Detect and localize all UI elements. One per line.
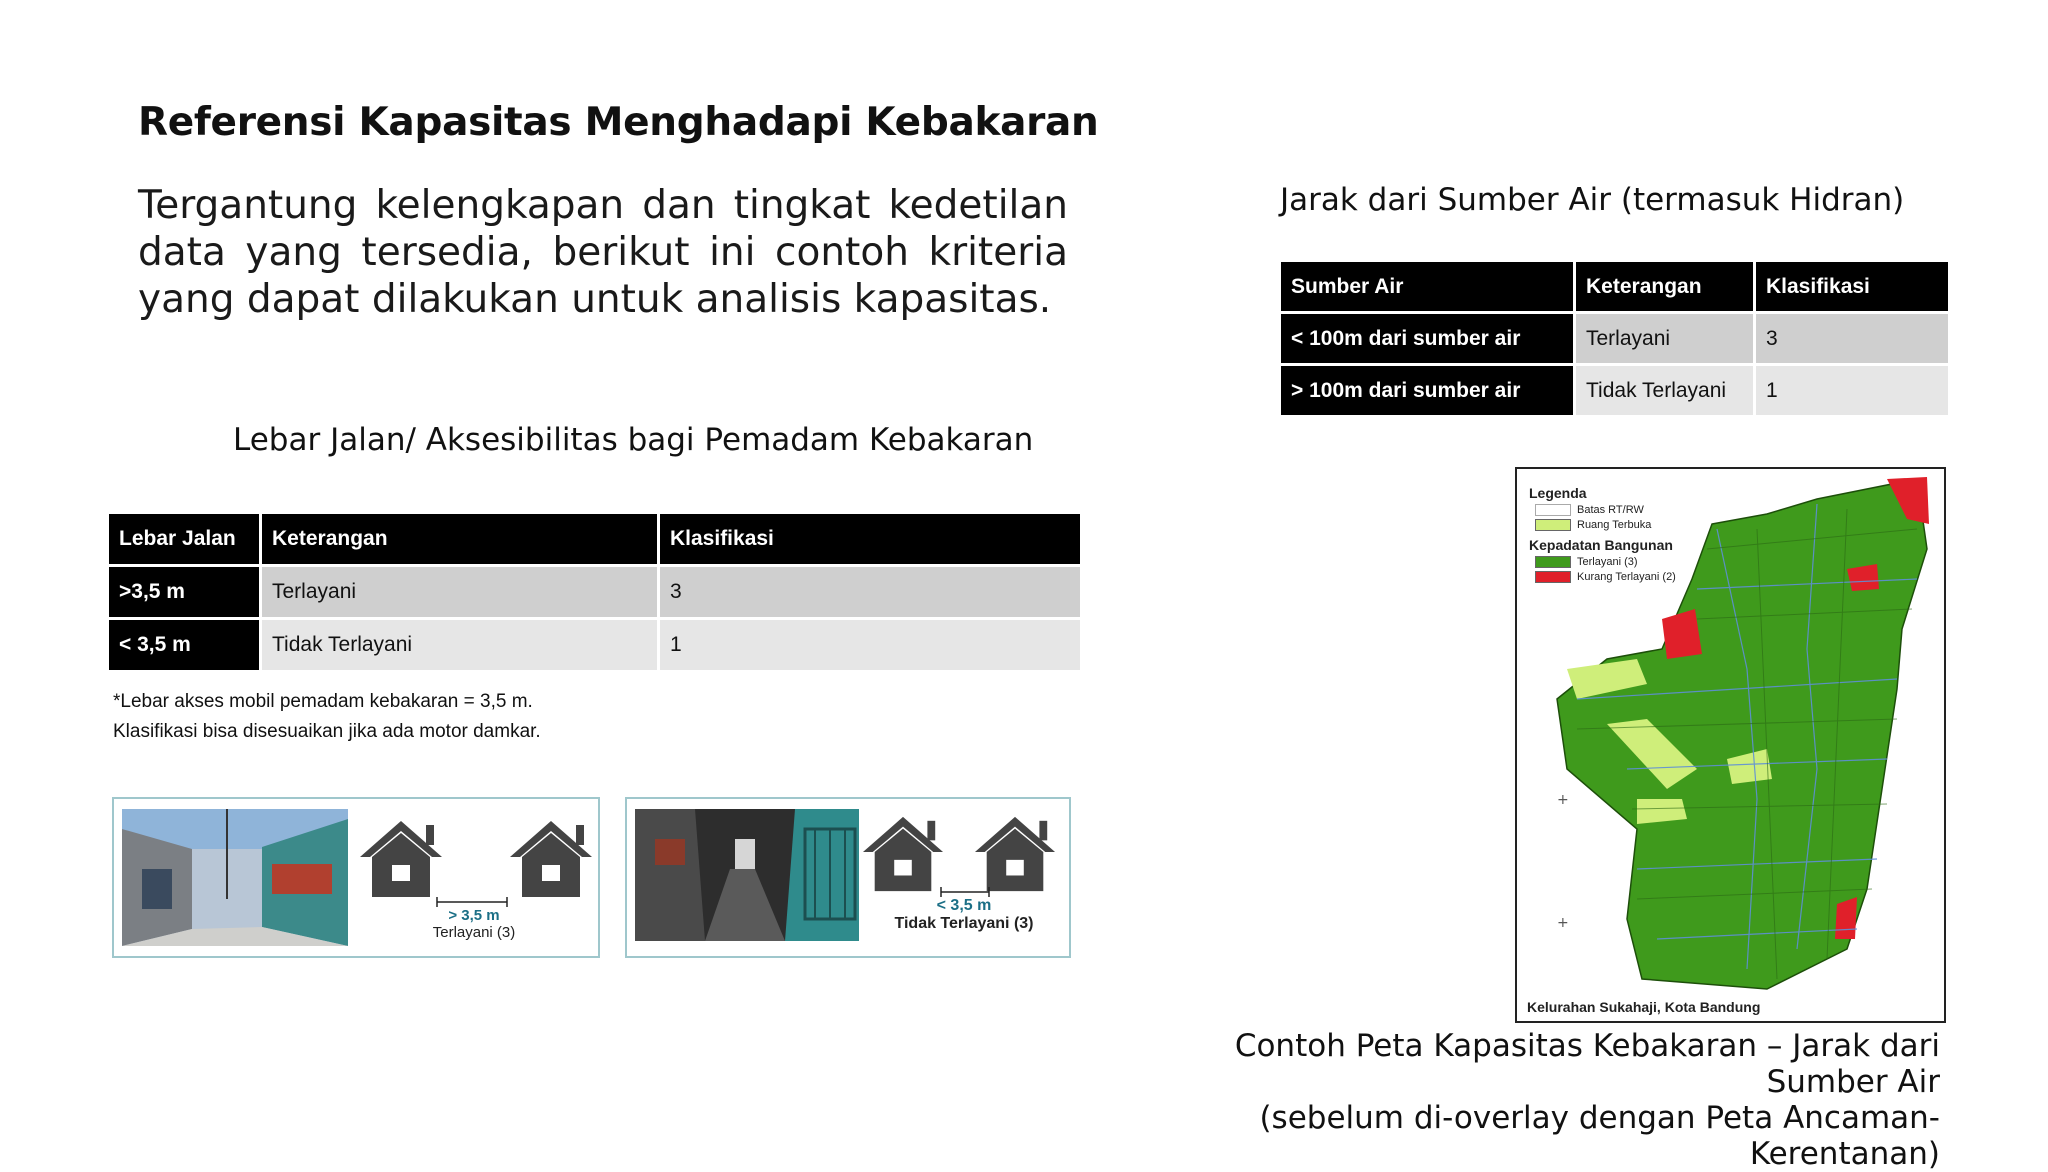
- page-title: Referensi Kapasitas Menghadapi Kebakaran: [138, 100, 1099, 145]
- house-icon: [508, 817, 594, 901]
- street-photo: [122, 809, 348, 946]
- table-header: Keterangan: [262, 514, 657, 564]
- table-cell: Terlayani: [1576, 314, 1753, 363]
- open-space-swatch: [1535, 519, 1571, 531]
- illustration-caption: [889, 897, 1039, 933]
- measure-line: [940, 887, 990, 897]
- map-footer: Kelurahan Sukahaji, Kota Bandung: [1527, 999, 1761, 1015]
- legend-item: [1535, 519, 1676, 531]
- road-note: [113, 687, 541, 747]
- legend-label: Ruang Terbuka: [1577, 519, 1652, 531]
- road-width-table: [106, 511, 1083, 673]
- legend-title: Legenda: [1529, 485, 1587, 501]
- capacity-map: [1515, 467, 1946, 1023]
- illustration-wide-road: [112, 797, 600, 958]
- caption-line: Sumber Air: [1766, 1064, 1940, 1100]
- table-cell: Tidak Terlayani: [262, 620, 657, 670]
- table-header: Keterangan: [1576, 262, 1753, 311]
- water-section-title: Jarak dari Sumber Air (termasuk Hidran): [1280, 182, 1905, 218]
- legend-label: Batas RT/RW: [1577, 504, 1644, 516]
- house-icon: [861, 813, 945, 895]
- boundary-swatch: [1535, 504, 1571, 516]
- legend-item: [1535, 571, 1676, 583]
- map-caption: [1220, 1028, 1940, 1172]
- underserved-swatch: [1535, 571, 1571, 583]
- road-section-title: Lebar Jalan/ Aksesibilitas bagi Pemadam Kebakaran: [233, 422, 1034, 458]
- table-cell: 3: [1756, 314, 1948, 363]
- intro-line: data yang tersedia, berikut ini contoh kriteria: [138, 230, 1068, 275]
- table-header: Klasifikasi: [660, 514, 1080, 564]
- map-legend: [1529, 485, 1676, 586]
- table-cell: > 100m dari sumber air: [1281, 366, 1573, 415]
- measure-line: [436, 897, 508, 907]
- table-cell: >3,5 m: [109, 567, 259, 617]
- table-header: Lebar Jalan: [109, 514, 259, 564]
- status-label: Terlayani (3): [432, 924, 516, 941]
- note-line: Klasifikasi bisa disesuaikan jika ada motor damkar.: [113, 721, 541, 742]
- illustration-caption: [404, 907, 544, 941]
- legend-item: [1535, 504, 1676, 516]
- table-header: Sumber Air: [1281, 262, 1573, 311]
- legend-label: Kurang Terlayani (2): [1577, 571, 1676, 583]
- legend-subtitle: Kepadatan Bangunan: [1529, 537, 1673, 553]
- illustration-narrow-road: [625, 797, 1071, 958]
- table-cell: Terlayani: [262, 567, 657, 617]
- table-cell: 3: [660, 567, 1080, 617]
- caption-line: Contoh Peta Kapasitas Kebakaran – Jarak dari: [1234, 1028, 1940, 1064]
- table-cell: < 3,5 m: [109, 620, 259, 670]
- caption-line: Kerentanan): [1749, 1136, 1940, 1172]
- table-header: Klasifikasi: [1756, 262, 1948, 311]
- intro-line: yang dapat dilakukan untuk analisis kapasitas.: [138, 277, 1052, 322]
- measure-label: > 3,5 m: [448, 907, 500, 924]
- legend-item: [1535, 556, 1676, 568]
- intro-text: [138, 182, 1068, 323]
- alley-photo: [635, 809, 859, 941]
- water-source-table: [1278, 259, 1951, 418]
- house-icon: [973, 813, 1057, 895]
- table-cell: 1: [1756, 366, 1948, 415]
- legend-label: Terlayani (3): [1577, 556, 1638, 568]
- table-cell: 1: [660, 620, 1080, 670]
- table-cell: Tidak Terlayani: [1576, 366, 1753, 415]
- intro-line: Tergantung kelengkapan dan tingkat kedetilan: [138, 183, 1068, 228]
- svg-text:+: +: [1557, 915, 1569, 931]
- house-icon: [358, 817, 444, 901]
- table-cell: < 100m dari sumber air: [1281, 314, 1573, 363]
- status-label: Tidak Terlayani (3): [894, 915, 1034, 932]
- served-swatch: [1535, 556, 1571, 568]
- note-line: *Lebar akses mobil pemadam kebakaran = 3,5 m.: [113, 691, 533, 712]
- measure-label: < 3,5 m: [936, 897, 992, 914]
- svg-text:+: +: [1557, 792, 1569, 808]
- caption-line: (sebelum di-overlay dengan Peta Ancaman-: [1259, 1100, 1940, 1136]
